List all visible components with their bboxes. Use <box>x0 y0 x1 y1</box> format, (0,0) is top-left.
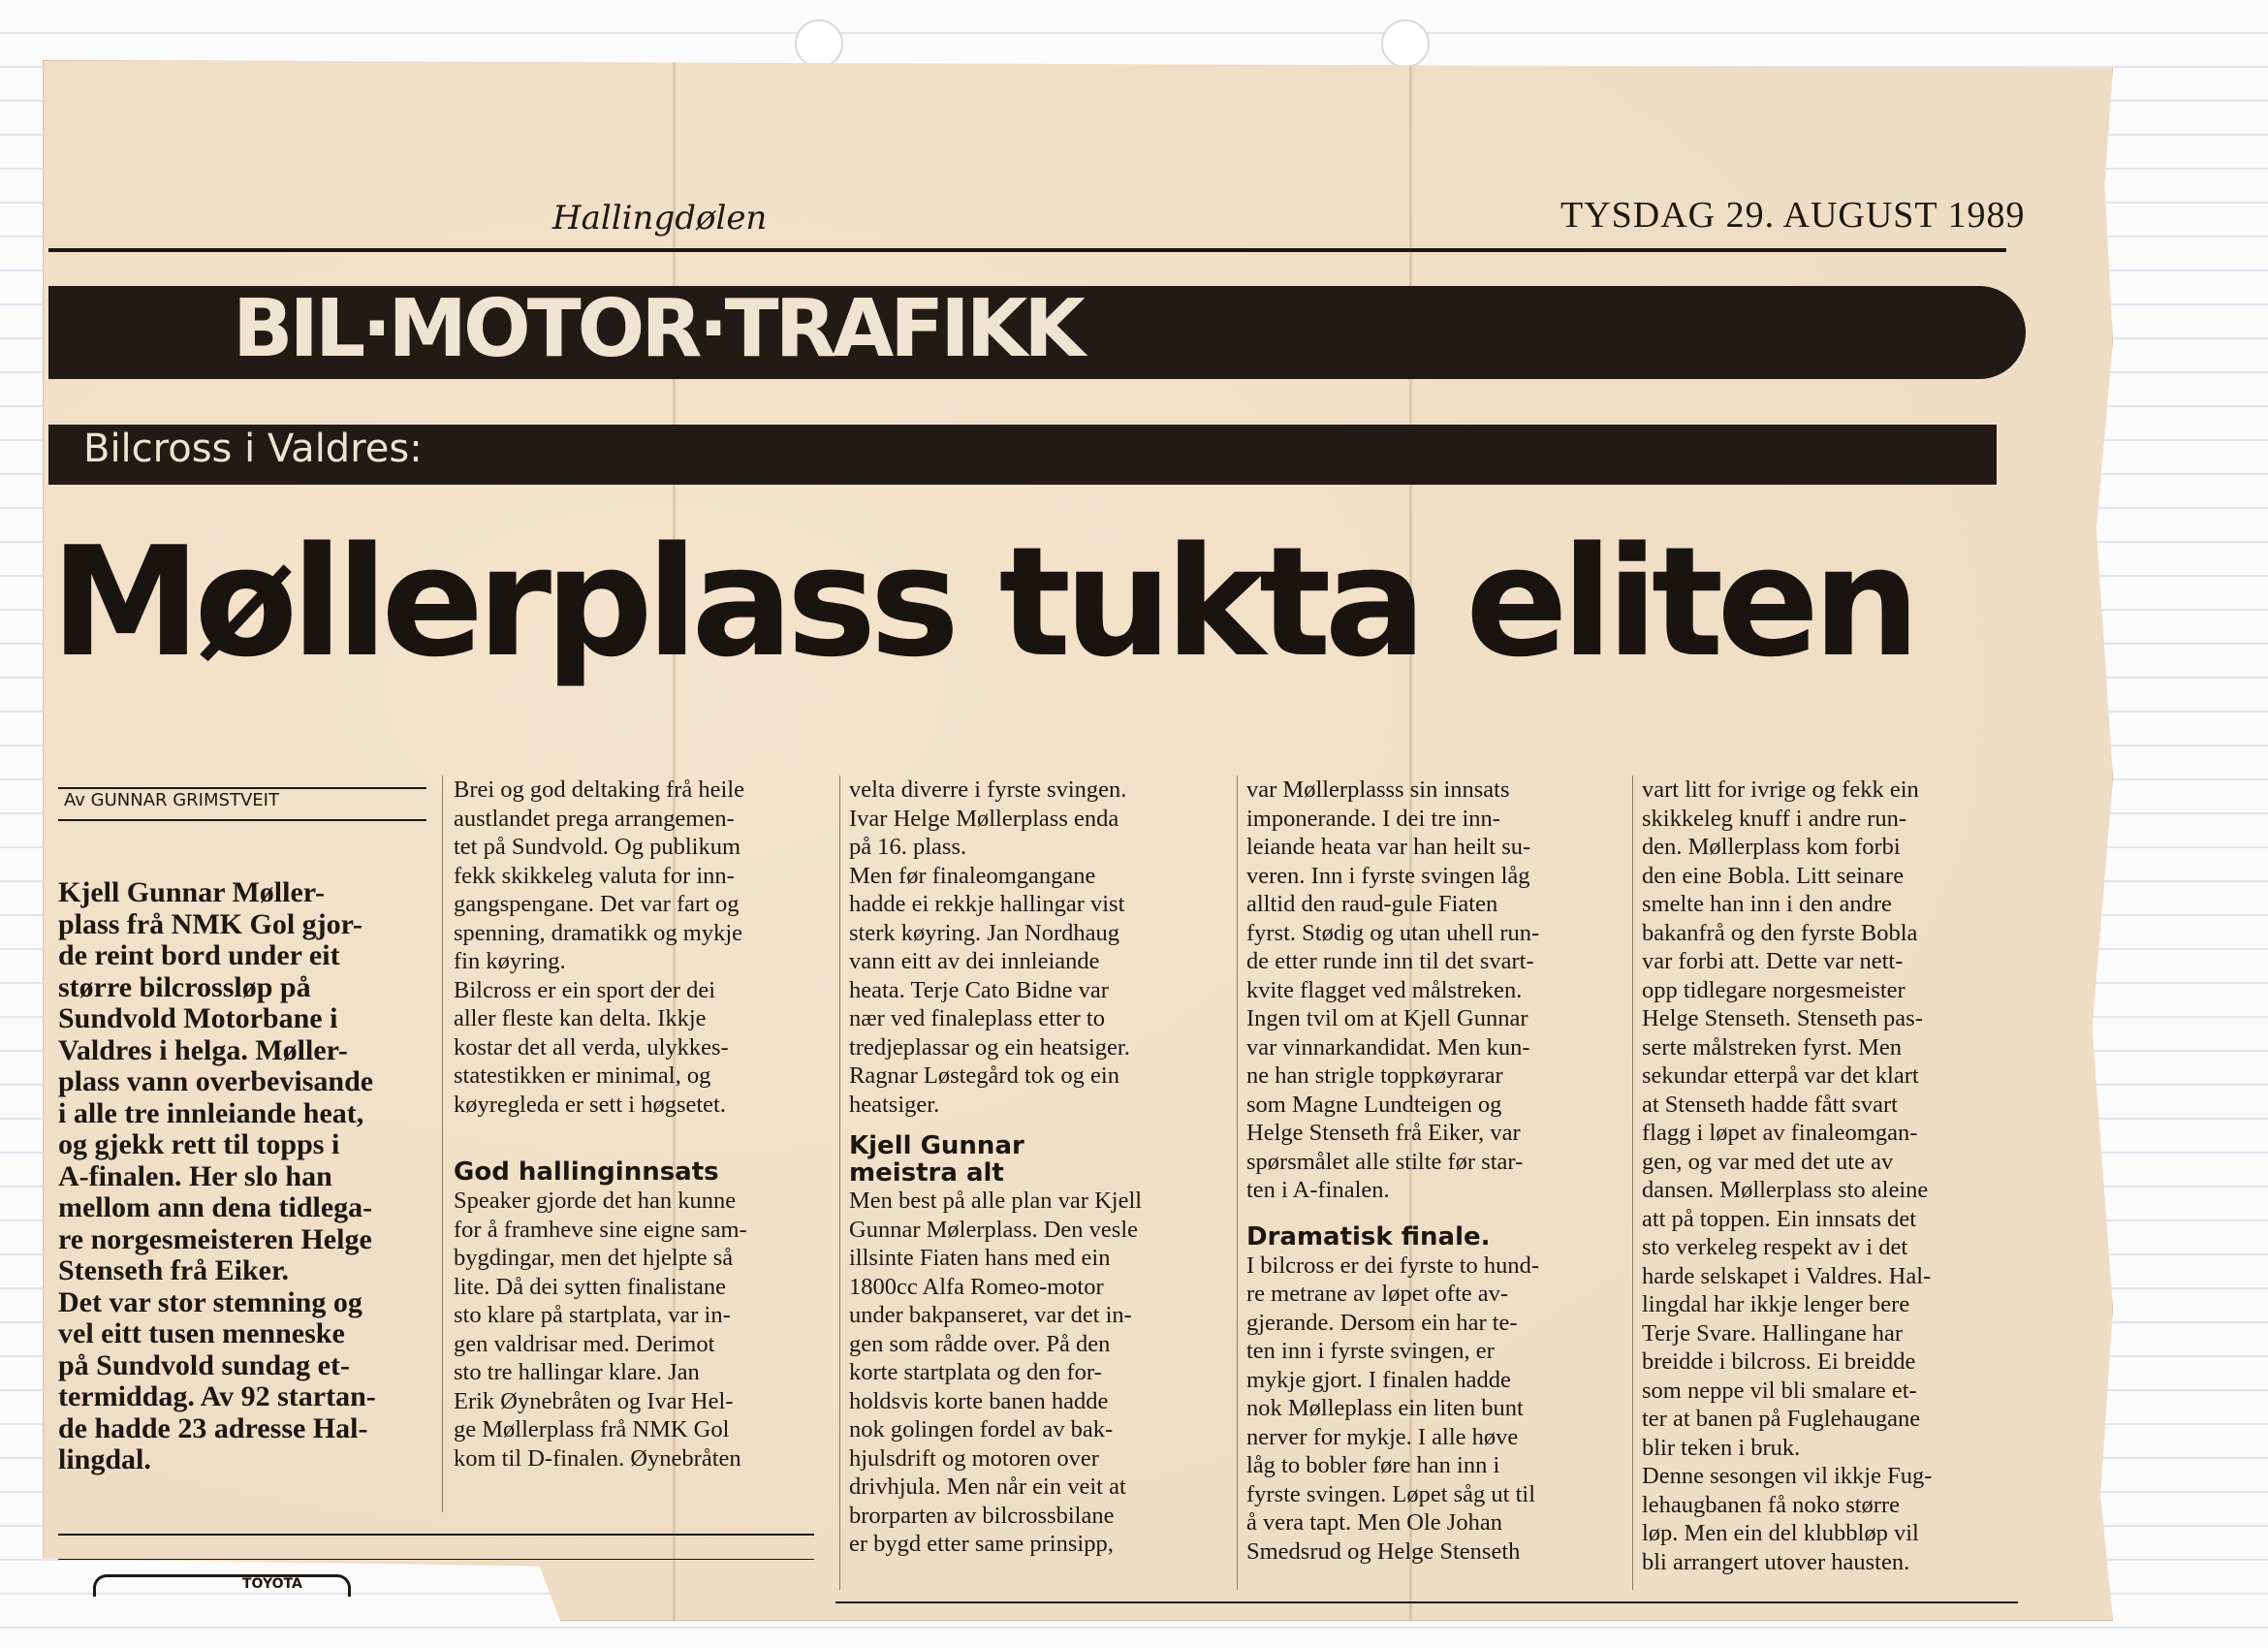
article-lead <box>58 877 426 1476</box>
body-paragraph: var Møllerplasss sin innsats imponerande. I dei tre inn- leiande heata var han heilt su- veren. Inn i fyrste svingen låg alltid den raud-gule Fiaten fyrst. Stødig og utan uhell run- de etter runde inn til det svart- kvite flagget ved målstreken. Ingen tvil om at Kjell Gunnar var vinnarkandidat. Men kun- ne han strigle toppkøyrarar som Magne Lundteigen og Helge Stenseth frå Eiker, var spørsmålet alle stilte før star- ten i A-finalen. <box>1246 776 1540 1203</box>
byline: Av GUNNAR GRIMSTVEIT <box>64 790 279 810</box>
article-column-5 <box>1642 776 2010 1576</box>
column-rule <box>1632 776 1633 1590</box>
body-paragraph: vart litt for ivrige og fekk ein skikkeleg knuff i andre run- den. Møllerplass kom forbi den eine Bobla. Litt seinare smelte han inn i den andre bakanfrå og den fyrste Bobla var forbi att. Dette var nett- opp tidlegare norgesmeister Helge Stenseth. Stenseth pas- serte målstreken fyrst. Men sekundar etterpå var det klart at Stenseth hadde fått svart flagg i løpet av finaleomgan- gen, og var med det ute av dansen. Møllerplass sto aleine att på toppen. Ein innsats det sto verkeleg respekt av i det harde selskapet i Valdres. Hal- lingdal har ikkje lenger bere Terje Svare. Hallingane har breidde i bilcross. Ei breidde som neppe vil bli smalare et- ter at banen på Fuglehaugane blir teken i bruk. Denne sesongen vil ikkje Fug- lehaugbanen få noko større løp. Men ein del klubbløp vil bli arrangert utover hausten. <box>1642 776 1933 1575</box>
masthead-rule <box>48 248 2006 252</box>
body-paragraph: Speaker gjorde det han kunne for å framheve sine eigne sam- bygdingar, men det hjelpte så lite. Då dei sytten finalistane sto klare på startplata, var in- gen valdrisar med. Derimot sto tre hallingar klare. Jan Erik Øynebråten og Ivar Hel- ge Møllerplass frå NMK Gol kom til D-finalen. Øynebråten <box>454 1188 747 1472</box>
column-rule <box>839 776 840 1590</box>
bottom-rule <box>58 1559 814 1560</box>
body-paragraph: velta diverre i fyrste svingen. Ivar Helge Møllerplass enda på 16. plass. Men før finaleomgangane hadde ei rekkje hallingar vist sterk køyring. Jan Nordhaug vann eitt av dei innleiande heata. Terje Cato Bidne var nær ved finaleplass etter to tredjeplassar og ein heatsiger. Ragnar Løstegård tok og ein heatsiger. <box>849 776 1130 1118</box>
subheading: Dramatisk finale. <box>1246 1221 1491 1252</box>
issue-date: TYSDAG 29. AUGUST 1989 <box>1560 195 2026 236</box>
body-paragraph: I bilcross er dei fyrste to hund- re metrane av løpet ofte av- gjerande. Dersom ein har te- ten inn i fyrste svingen, er mykje gjort. I finalen hadde nok Mølleplass ein liten bunt nerver for mykje. I alle høve låg to bobler føre han inn i fyrste svingen. Løpet såg ut til å vera tapt. Men Ole Johan Smedsrud og Helge Stenseth <box>1246 1252 1540 1565</box>
ad-fragment <box>93 1574 351 1597</box>
column-rule <box>1237 776 1238 1590</box>
section-title: BIL·MOTOR·TRAFIKK <box>233 283 1082 375</box>
article-column-4 <box>1246 776 1615 1566</box>
byline-rule <box>58 787 426 789</box>
subheading: God hallinginnsats <box>454 1157 719 1187</box>
body-paragraph: Men best på alle plan var Kjell Gunnar Mølerplass. Den vesle illsinte Fiaten hans med ein 1800cc Alfa Romeo-motor under bakpanseret, var det in- gen som rådde over. På den korte startplata og den for- holdsvis korte banen hadde nok golingen fordel av bak- hjulsdrift og motoren over drivhjula. Men når ein veit at brorparten av bilcrossbilane er bygd etter same prinsipp, <box>849 1188 1143 1557</box>
bottom-rule <box>835 1601 2018 1603</box>
punch-hole <box>1381 19 1430 68</box>
ad-fragment-label: TOYOTA <box>242 1576 302 1592</box>
byline-rule <box>58 819 426 821</box>
body-paragraph: Brei og god deltaking frå heile austlandet prega arrangemen- tet på Sundvold. Og publikum fekk skikkeleg valuta for inn- gangspengane. Det var fart og spenning, dramatikk og mykje fin køyring. Bilcross er ein sport der dei aller fleste kan delta. Ikkje kostar det all verda, ulykkes- statestikken er minimal, og køyregleda er sett i høgsetet. <box>454 776 745 1118</box>
article-headline: Møllerplass tukta eliten <box>50 514 1914 690</box>
punch-hole <box>795 19 843 68</box>
subheading: Kjell Gunnar meistra alt <box>849 1131 1024 1188</box>
article-column-3 <box>849 776 1217 1559</box>
bottom-rule <box>58 1534 814 1536</box>
lead-paragraph: Kjell Gunnar Møller- plass frå NMK Gol gjor- de reint bord under eit større bilcrossløp på Sundvold Motorbane i Valdres i helga. Møller- plass vann overbevisande i alle tre innleiande heat, og gjekk rett til topps i A-finalen. Her slo han mellom ann dena tidlega- re norgesmeisteren Helge Stenseth frå Eiker. Det var stor stemning og vel eitt tusen menneske på Sundvold sundag et- termiddag. Av 92 startan- de hadde 23 adresse Hal- lingdal. <box>58 876 376 1475</box>
article-column-2 <box>454 776 832 1473</box>
column-rule <box>442 776 443 1512</box>
kicker-title: Bilcross i Valdres: <box>83 427 423 471</box>
newspaper-logo: Hallingdølen <box>552 199 768 238</box>
